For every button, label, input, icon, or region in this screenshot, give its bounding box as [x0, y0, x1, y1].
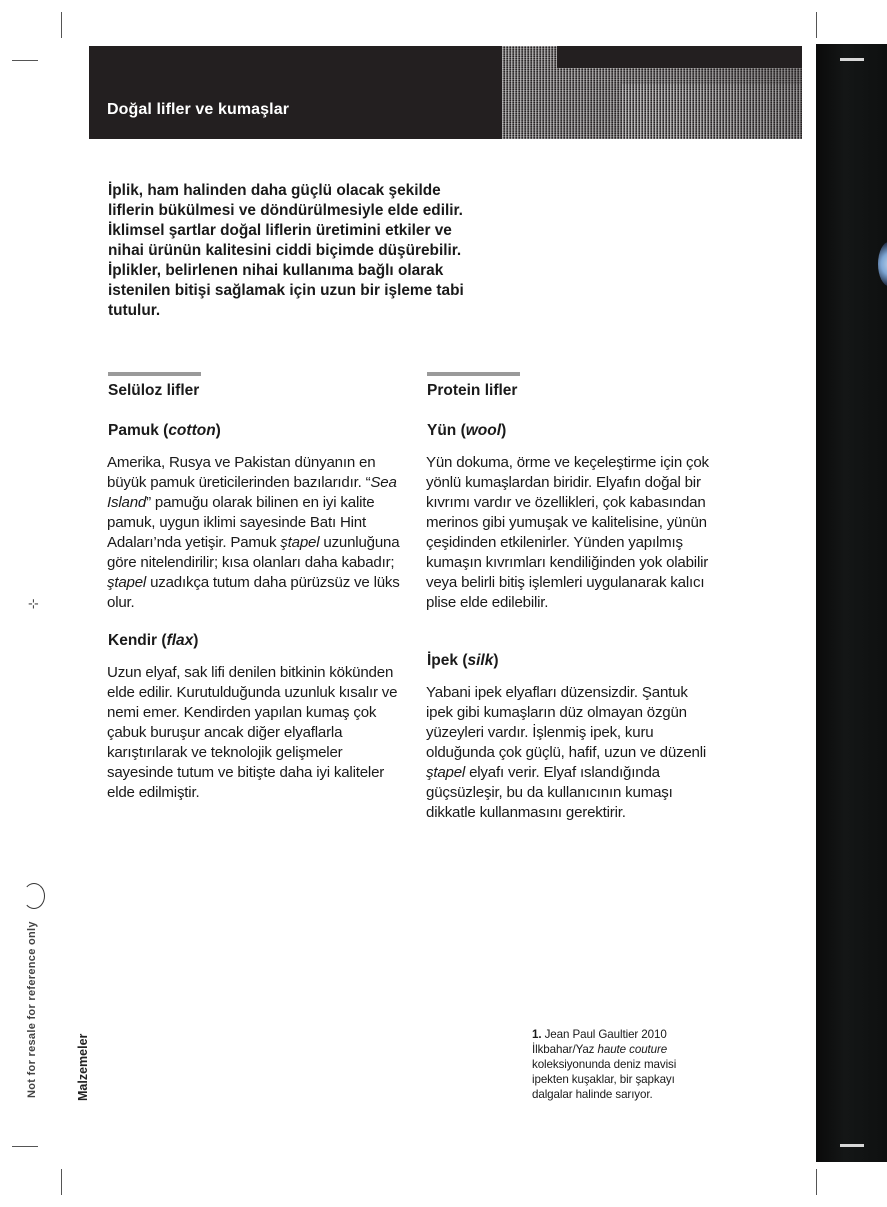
crop-mark	[12, 1146, 38, 1147]
text-run: uzadıkça tutum daha pürüzsüz ve lüks olur.	[107, 574, 400, 611]
subheading-wool: Yün (wool)	[427, 422, 507, 439]
crop-mark	[12, 60, 38, 61]
caption-number: 1.	[532, 1028, 542, 1041]
text-run: uzunluğuna göre nitelendirilir; kısa olanları daha kabadır;	[107, 534, 400, 571]
subheading-flax: Kendir (flax)	[108, 632, 199, 649]
text-run-italic: Sea Island	[107, 474, 397, 511]
text-run: ” pamuğu olarak bilinen en iyi kalite pamuk, uygun iklimi sayesinde Batı Hint Adaları’nda yetişir. Pamuk	[107, 494, 375, 551]
running-section-label: Malzemeler	[76, 1033, 90, 1101]
paragraph-cotton	[107, 453, 407, 613]
text-run-italic: ştapel	[107, 574, 147, 591]
crop-mark	[61, 1169, 62, 1195]
subheading-term: wool	[465, 422, 502, 439]
registration-mark: ⊹	[28, 596, 39, 611]
text-run: Yabani ipek elyafları düzensizdir. Şantuk ipek gibi kumaşların düz olmayan özgün yüzeyleri vardır. İşlenmiş ipek, kuru olduğunda çok güçlü, hafif, uzun ve düzenli	[426, 684, 707, 761]
text-run-italic: haute couture	[597, 1043, 668, 1056]
subheading-term: flax	[166, 632, 194, 649]
text-run-italic: ştapel	[426, 764, 466, 781]
watermark-text: Not for resale for reference only	[26, 921, 38, 1098]
text-run: koleksiyonunda deniz mavisi ipekten kuşaklar, bir şapkayı dalgalar halinde sarıyor.	[532, 1058, 677, 1101]
facing-page-edge	[816, 44, 887, 1162]
subheading-label: Pamuk	[108, 422, 159, 439]
facing-image-fragment	[878, 242, 887, 286]
paragraph-wool	[426, 453, 718, 613]
section-title-cellulose: Selüloz lifler	[108, 382, 200, 399]
text-run: Jean Paul Gaultier 2010 İlkbahar/Yaz	[532, 1028, 667, 1056]
header-texture-pattern	[502, 46, 802, 139]
section-title-protein: Protein lifler	[427, 382, 518, 399]
paragraph-flax	[107, 663, 407, 803]
paragraph-silk	[426, 683, 718, 823]
subheading-label: İpek	[427, 652, 459, 669]
subheading-label: Kendir	[108, 632, 158, 649]
subheading-cotton: Pamuk (cotton)	[108, 422, 221, 439]
section-rule	[427, 372, 520, 376]
figure-caption	[532, 1027, 712, 1102]
crop-tick	[840, 58, 864, 61]
crop-mark	[816, 1169, 817, 1195]
subheading-label: Yün	[427, 422, 457, 439]
chapter-title: Doğal lifler ve kumaşlar	[107, 101, 290, 118]
subheading-silk: İpek (silk)	[427, 652, 499, 669]
crop-mark	[61, 12, 62, 38]
crop-tick	[840, 1144, 864, 1147]
page-tab-mark	[23, 883, 45, 909]
text-run: elyafı verir. Elyaf ıslandığında güçsüzleşir, bu da kullanıcının kumaşı dikkatle kullanmasını gerektirir.	[426, 764, 673, 821]
subheading-term: cotton	[168, 422, 216, 439]
chapter-header	[89, 46, 802, 139]
text-run-italic: ştapel	[280, 534, 320, 551]
paragraph-text: Yün dokuma, örme ve keçeleştirme için çok yönlü kumaşlardan biridir. Elyafın doğal bir kıvrımı vardır ve özellikleri, çok kabasından merinos gibi yumuşak ve kalitelisine, yünün çeşidinden etkilenirler. Yünden yapılmış kumaşın kıvrımları kendiliğinden yok olabilir veya belirli bitiş işlemleri uygulanarak kalıcı plise elde edilebilir.	[426, 454, 709, 611]
intro-paragraph: İplik, ham halinden daha güçlü olacak şekilde liflerin bükülmesi ve döndürülmesiyle elde edilir. İklimsel şartlar doğal liflerin üretimini etkiler ve nihai ürünün kalitesini ciddi biçimde düşürebilir. İplikler, belirlenen nihai kullanıma bağlı olarak istenilen bitişi sağlamak için uzun bir işleme tabi tutulur.	[108, 182, 464, 319]
section-rule	[108, 372, 201, 376]
paragraph-text: Uzun elyaf, sak lifi denilen bitkinin kökünden elde edilir. Kurutulduğunda uzunluk kısalır ve nemi emer. Kendirden yapılan kumaş çok çabuk buruşur ancak diğer elyaflarla karıştırılarak ve teknolojik gelişmeler sayesinde tutum ve bitişte daha iyi kaliteler elde edilmiştir.	[107, 664, 398, 801]
subheading-term: silk	[467, 652, 494, 669]
crop-mark	[816, 12, 817, 38]
text-run: Amerika, Rusya ve Pakistan dünyanın en büyük pamuk üreticilerinden bazılarıdır. “	[107, 454, 376, 491]
